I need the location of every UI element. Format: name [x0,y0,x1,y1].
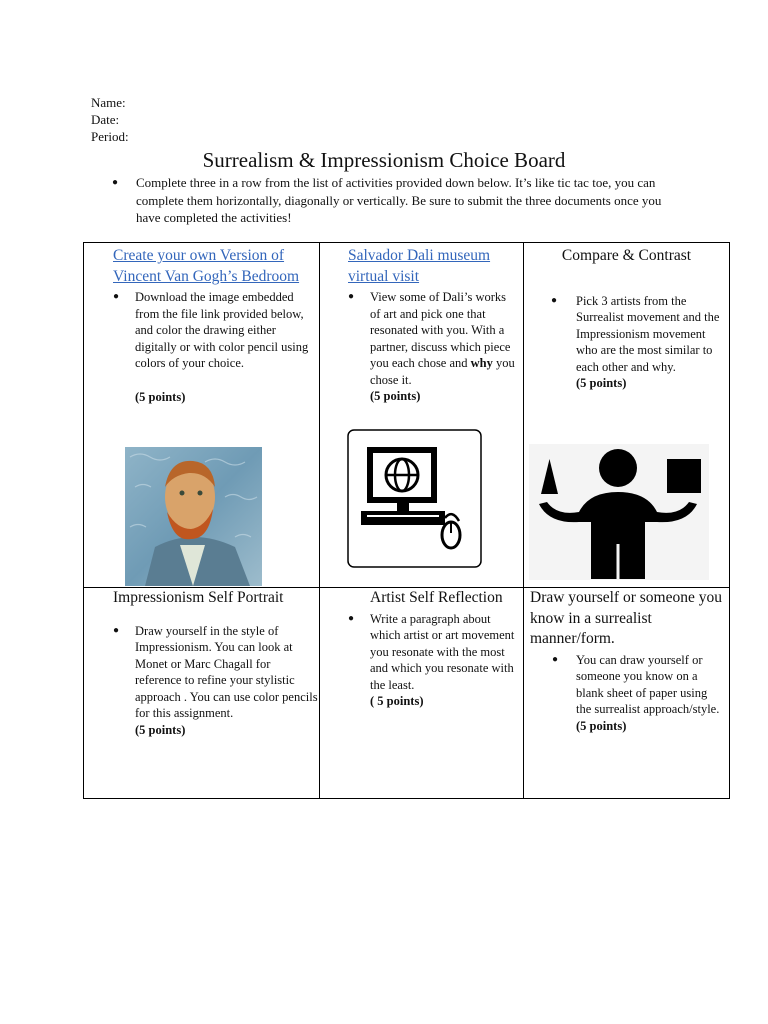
board-border-top [83,242,730,243]
cell-bullet: ● Download the image embedded from the file link provided below, and color the drawing either digitally or with color pencil using colors of your choice. [113,289,313,372]
compare-contrast-title: Compare & Contrast [561,247,692,264]
cell-surrealist-drawing [530,588,725,734]
cell-bullet: ● You can draw yourself or someone you know on a blank sheet of paper using the surrealist approach/style. [552,652,725,718]
points-label: (5 points) [576,718,627,733]
cell-bullet: ● Pick 3 artists from the Surrealist movement and the Impressionism movement who are the most similar to each other and why. [551,293,724,376]
cell-van-gogh-bedroom [113,246,313,405]
cell-compare-contrast [529,246,724,392]
cell-artist-self-reflection [348,588,518,710]
instructions-item: ● Complete three in a row from the list of activities provided down below. It’s like tic tac toe, you can complete them horizontally, diagonally or vertically. Be sure to submit the three documents once you have completed the activities! [116,174,676,227]
artist-self-reflection-title: Artist Self Reflection [370,589,503,606]
points-label: (5 points) [135,722,186,737]
board-border-left [83,242,84,799]
name-label: Name: [91,95,126,110]
page-title: Surrealism & Impressionism Choice Board [202,148,566,172]
points-label: (5 points) [135,389,186,404]
date-label: Date: [91,112,120,127]
cell-bullet: ● Write a paragraph about which artist or art movement you resonate with the most and which you resonate with the least. [348,611,518,694]
board-col-divider-2 [523,242,524,799]
points-label: (5 points) [576,376,627,390]
points-label: (5 points) [370,389,421,403]
cell-bullet: ● Draw yourself in the style of Impressionism. You can look at Monet or Marc Chagall for reference to refine your stylistic approach . You can use color pencils for this assignment. [113,623,318,722]
van-gogh-portrait-image [125,447,262,586]
computer-globe-icon [347,429,482,568]
instructions-list [116,174,676,227]
cell-bullet [348,289,518,388]
board-border-bottom [83,798,730,799]
cell-dali-museum [348,246,518,405]
board-border-right [729,242,730,799]
person-comparing-shapes-icon [529,444,709,580]
cell-impressionism-self-portrait [113,588,318,738]
cell-bullet-text-end: you chose it. [370,356,515,387]
cell-bullet-text: View some of Dali’s works of art and pick one that resonated with you. With a partner, discuss which piece you each chose and [370,290,511,370]
van-gogh-bedroom-link[interactable]: Create your own Version of Vincent Van Gogh’s Bedroom [113,247,300,285]
dali-museum-link[interactable]: Salvador Dali museum virtual visit [348,247,491,285]
impressionism-self-portrait-title: Impressionism Self Portrait [113,589,284,606]
choice-board [83,242,730,799]
board-col-divider-1 [319,242,320,799]
surrealist-drawing-title: Draw yourself or someone you know in a surrealist manner/form. [530,589,722,647]
emphasis-why: why [470,356,493,370]
period-label: Period: [91,129,129,144]
points-label: ( 5 points) [370,694,424,708]
